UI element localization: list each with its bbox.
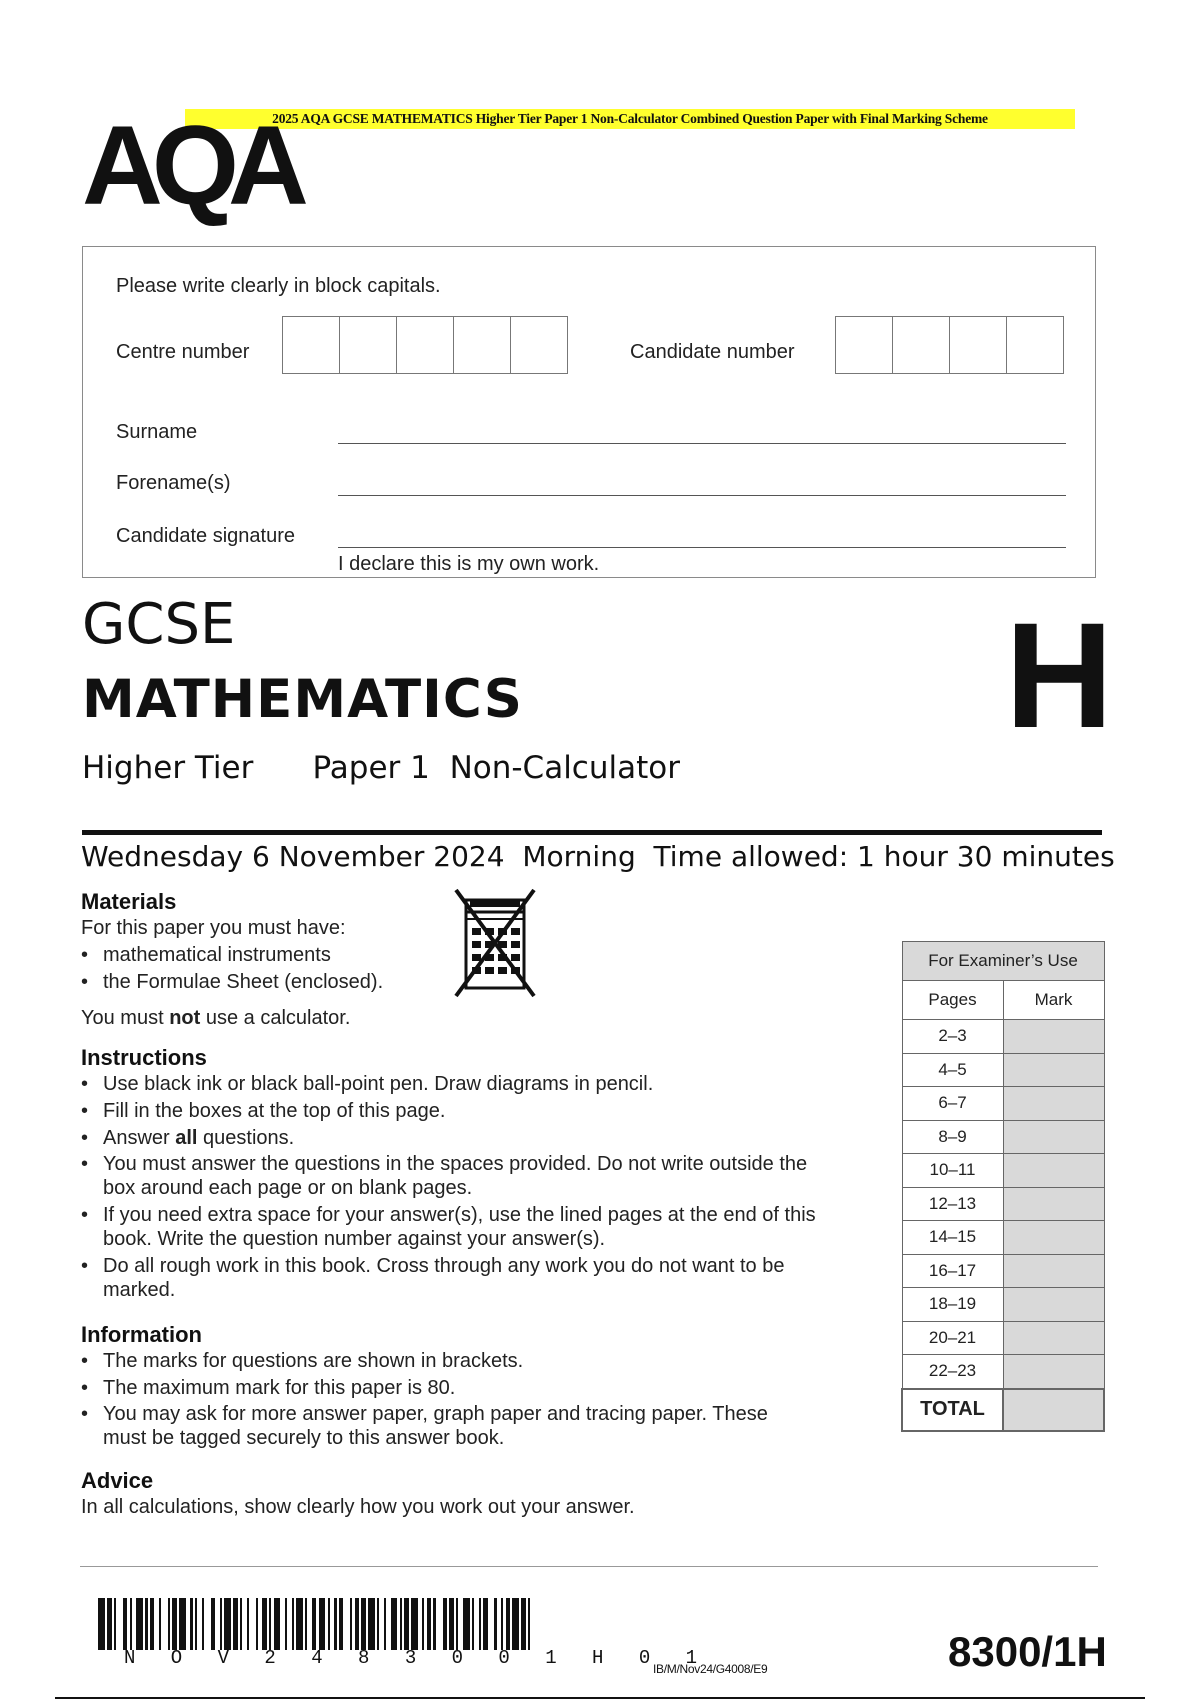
signature-field[interactable] — [338, 547, 1066, 548]
no-calculator-icon — [452, 886, 538, 1000]
list-item: • You must answer the questions in the spaces provided. Do not write outside the box around each page or on blank pages. — [81, 1152, 841, 1203]
list-item-text: questions. — [197, 1127, 295, 1149]
barcode-bar — [161, 1598, 168, 1650]
list-item: • Fill in the boxes at the top of this page. — [81, 1098, 841, 1125]
paper-code: 8300/1H — [948, 1628, 1107, 1675]
barcode-bar — [116, 1598, 123, 1650]
centre-digit-box[interactable] — [340, 317, 397, 373]
pages-cell: 2–3 — [902, 1020, 1003, 1054]
list-item: • You may ask for more answer paper, graph paper and tracing paper. These must be tagged securely to this answer book. — [81, 1402, 811, 1450]
qualification-title: GCSE — [82, 592, 236, 657]
list-item: • Do all rough work in this book. Cross through any work you do not want to be marked. — [81, 1254, 841, 1302]
table-row — [902, 1288, 1104, 1322]
pages-cell: 8–9 — [902, 1120, 1003, 1154]
list-item-emphasis: all — [175, 1127, 198, 1149]
mark-cell — [1003, 1321, 1104, 1355]
forename-field[interactable] — [338, 495, 1066, 496]
block-capitals-instruction: Please write clearly in block capitals. — [116, 275, 441, 297]
candidate-digit-box[interactable] — [836, 317, 893, 373]
total-row — [902, 1389, 1104, 1431]
candidate-number-label: Candidate number — [630, 341, 795, 363]
list-item: • Use black ink or black ball-point pen. Draw diagrams in pencil. — [81, 1071, 841, 1098]
instructions-section — [81, 1071, 841, 1302]
pages-cell: 4–5 — [902, 1053, 1003, 1087]
instructions-heading: Instructions — [81, 1045, 207, 1070]
calculator-notice-text: You must — [81, 1007, 170, 1029]
paper-number: Paper 1 — [312, 750, 430, 786]
barcode-bar — [512, 1598, 519, 1650]
barcode — [98, 1598, 536, 1650]
pages-cell: 22–23 — [902, 1355, 1003, 1389]
calculator-notice-emphasis: not — [169, 1007, 201, 1029]
barcode-bar — [343, 1598, 350, 1650]
aqa-logo: AQA — [82, 103, 298, 228]
examiner-table-title: For Examiner’s Use — [902, 942, 1104, 981]
pages-cell: 20–21 — [902, 1321, 1003, 1355]
candidate-digit-box[interactable] — [950, 317, 1007, 373]
barcode-bar — [463, 1598, 470, 1650]
barcode-bar — [136, 1598, 143, 1650]
table-row — [902, 1020, 1104, 1054]
mark-cell — [1003, 1154, 1104, 1188]
pages-cell: 18–19 — [902, 1288, 1003, 1322]
total-mark-cell — [1003, 1389, 1104, 1431]
paper-type: Non-Calculator — [449, 750, 680, 786]
barcode-bar — [204, 1598, 211, 1650]
list-item-text: Answer — [103, 1127, 176, 1149]
centre-number-label: Centre number — [116, 341, 250, 363]
pages-cell: 10–11 — [902, 1154, 1003, 1188]
mark-cell — [1003, 1221, 1104, 1255]
table-row — [902, 1053, 1104, 1087]
table-row — [902, 1120, 1104, 1154]
barcode-bar — [530, 1598, 535, 1650]
pages-cell: 14–15 — [902, 1221, 1003, 1255]
barcode-bar — [391, 1598, 398, 1650]
barcode-bar — [179, 1598, 186, 1650]
mark-cell — [1003, 1187, 1104, 1221]
page-bottom-rule — [55, 1697, 1145, 1699]
advice-heading: Advice — [81, 1468, 154, 1493]
list-item — [81, 1125, 841, 1152]
mark-cell — [1003, 1355, 1104, 1389]
exam-session: Morning — [522, 840, 636, 873]
advice-text: In all calculations, show clearly how you work out your answer. — [81, 1496, 635, 1518]
list-item: • If you need extra space for your answer(s), use the lined pages at the end of this book. Write the question number against your answer(s). — [81, 1203, 841, 1254]
centre-digit-box[interactable] — [283, 317, 340, 373]
information-heading: Information — [81, 1322, 202, 1347]
information-section — [81, 1348, 811, 1450]
table-row — [902, 1254, 1104, 1288]
signature-label: Candidate signature — [116, 525, 296, 547]
barcode-bar — [274, 1598, 281, 1650]
surname-field[interactable] — [338, 443, 1066, 444]
centre-digit-box[interactable] — [511, 317, 567, 373]
table-row — [902, 1087, 1104, 1121]
list-item: • the Formulae Sheet (enclosed). — [81, 969, 481, 996]
table-row — [902, 1154, 1104, 1188]
barcode-bar — [319, 1598, 326, 1650]
barcode-bar — [249, 1598, 256, 1650]
pages-column-header: Pages — [902, 981, 1003, 1020]
materials-intro: For this paper you must have: — [81, 917, 346, 939]
candidate-digit-box[interactable] — [893, 317, 950, 373]
barcode-bar — [296, 1598, 303, 1650]
mark-cell — [1003, 1020, 1104, 1054]
mark-cell — [1003, 1254, 1104, 1288]
calculator-notice-text: use a calculator. — [200, 1007, 351, 1029]
pages-cell: 12–13 — [902, 1187, 1003, 1221]
time-allowed: Time allowed: 1 hour 30 minutes — [653, 840, 1115, 873]
mark-column-header: Mark — [1003, 981, 1104, 1020]
total-label: TOTAL — [902, 1389, 1003, 1431]
barcode-text: N O V 2 4 8 3 0 0 1 H 0 1 — [124, 1647, 710, 1669]
materials-list — [81, 942, 481, 996]
barcode-bar — [488, 1598, 495, 1650]
centre-digit-box[interactable] — [454, 317, 511, 373]
centre-number-field[interactable] — [282, 316, 568, 374]
barcode-bar — [224, 1598, 231, 1650]
calculator-notice — [81, 1005, 350, 1032]
candidate-digit-box[interactable] — [1007, 317, 1063, 373]
examiner-use-table — [901, 941, 1105, 1432]
table-row — [902, 1221, 1104, 1255]
candidate-number-field[interactable] — [835, 316, 1064, 374]
header-banner: 2025 AQA GCSE MATHEMATICS Higher Tier Paper 1 Non-Calculator Combined Question Paper with Final Marking Scheme — [185, 109, 1075, 129]
tier-letter: H — [1005, 591, 1114, 759]
materials-heading: Materials — [81, 889, 177, 914]
declaration-text: I declare this is my own work. — [338, 553, 600, 575]
list-item: • mathematical instruments — [81, 942, 481, 969]
barcode-bar — [411, 1598, 418, 1650]
mark-cell — [1003, 1120, 1104, 1154]
mark-cell — [1003, 1053, 1104, 1087]
pages-cell: 16–17 — [902, 1254, 1003, 1288]
materials-section — [81, 915, 481, 996]
surname-label: Surname — [116, 421, 198, 443]
paper-reference: IB/M/Nov24/G4008/E9 — [653, 1662, 768, 1676]
subject-title: MATHEMATICS — [82, 669, 523, 730]
paper-subtitle — [82, 750, 680, 786]
information-list — [81, 1348, 811, 1450]
list-item: • The maximum mark for this paper is 80. — [81, 1375, 811, 1402]
pages-cell: 6–7 — [902, 1087, 1003, 1121]
footer-divider — [80, 1566, 1098, 1567]
exam-date: Wednesday 6 November 2024 — [81, 840, 505, 873]
barcode-bar — [98, 1598, 105, 1650]
table-row — [902, 1355, 1104, 1389]
table-row — [902, 1187, 1104, 1221]
instructions-list — [81, 1071, 841, 1302]
session-line — [81, 840, 1115, 873]
list-item: • The marks for questions are shown in brackets. — [81, 1348, 811, 1375]
tier-name: Higher Tier — [82, 750, 254, 786]
table-row — [902, 1321, 1104, 1355]
mark-cell — [1003, 1087, 1104, 1121]
forename-label: Forename(s) — [116, 472, 231, 494]
centre-digit-box[interactable] — [397, 317, 454, 373]
title-divider — [82, 830, 1102, 835]
barcode-bar — [436, 1598, 443, 1650]
mark-cell — [1003, 1288, 1104, 1322]
barcode-bar — [368, 1598, 375, 1650]
